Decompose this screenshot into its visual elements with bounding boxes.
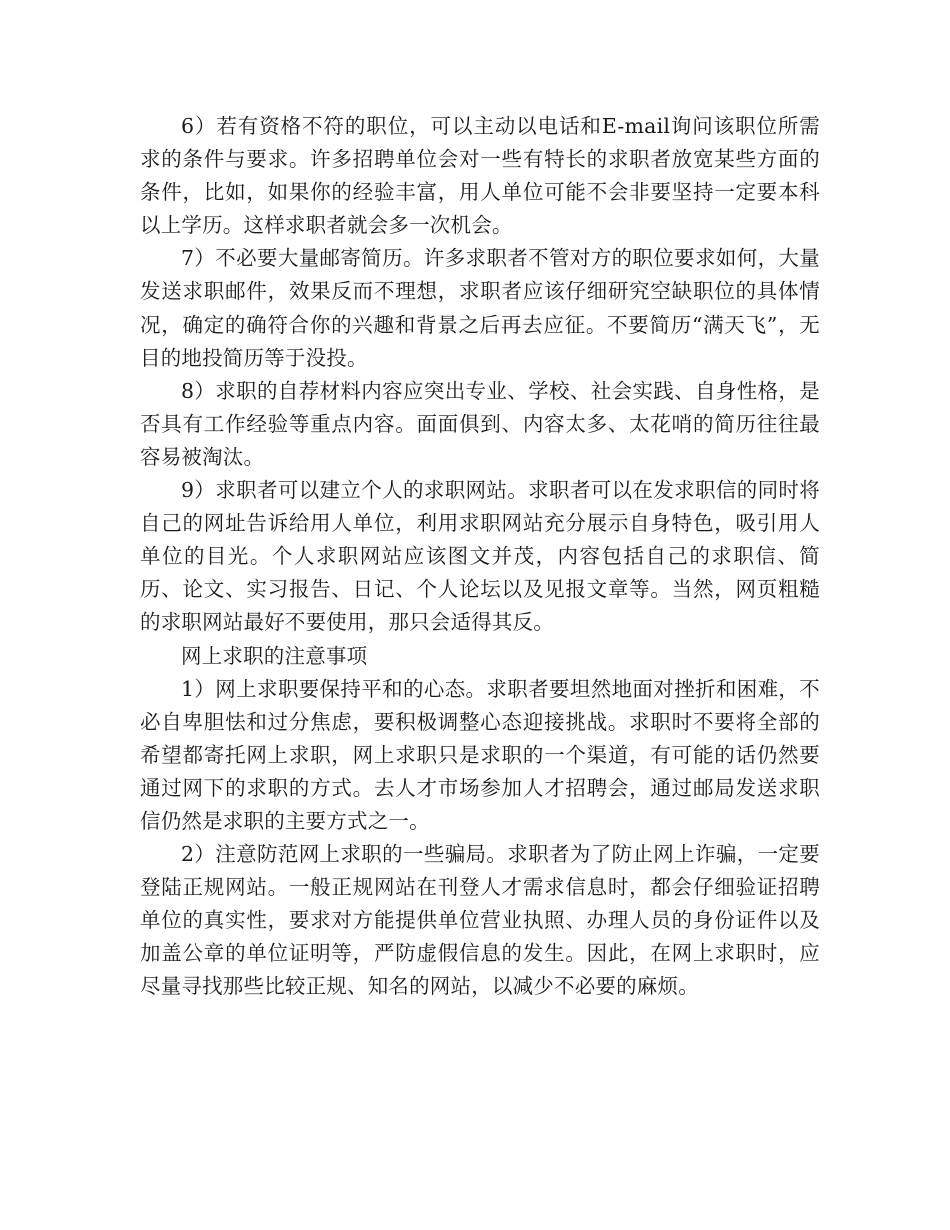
paragraph-tip-8: 8）求职的自荐材料内容应突出专业、学校、社会实践、自身性格，是否具有工作经验等重点内容。面面俱到、内容太多、太花哨的简历往往最容易被淘汰。 bbox=[140, 378, 820, 469]
paragraph-tip-7: 7）不必要大量邮寄简历。许多求职者不管对方的职位要求如何，大量发送求职邮件，效果反而不理想，求职者应该仔细研究空缺职位的具体情况，确定的确符合你的兴趣和背景之后再去应征。不要简历“满天飞”，无目的地投简历等于没投。 bbox=[140, 246, 820, 370]
paragraph-note-2: 2）注意防范网上求职的一些骗局。求职者为了防止网上诈骗，一定要登陆正规网站。一般正规网站在刊登人才需求信息时，都会仔细验证招聘单位的真实性，要求对方能提供单位营业执照、办理人员的身份证件以及加盖公章的单位证明等，严防虚假信息的发生。因此，在网上求职时，应尽量寻找那些比较正规、知名的网站，以减少不必要的麻烦。 bbox=[140, 842, 820, 999]
paragraph-tip-9: 9）求职者可以建立个人的求职网站。求职者可以在发求职信的同时将自己的网址告诉给用人单位，利用求职网站充分展示自身特色，吸引用人单位的目光。个人求职网站应该图文并茂，内容包括自己的求职信、简历、论文、实习报告、日记、个人论坛以及见报文章等。当然，网页粗糙的求职网站最好不要使用，那只会适得其反。 bbox=[140, 478, 820, 635]
document-body bbox=[140, 110, 820, 1004]
paragraph-tip-6: 6）若有资格不符的职位，可以主动以电话和E-mail询问该职位所需求的条件与要求。许多招聘单位会对一些有特长的求职者放宽某些方面的条件，比如，如果你的经验丰富，用人单位可能不会非要坚持一定要本科以上学历。这样求职者就会多一次机会。 bbox=[140, 114, 820, 238]
paragraph-note-1: 1）网上求职要保持平和的心态。求职者要坦然地面对挫折和困难，不必自卑胆怯和过分焦虑，要积极调整心态迎接挑战。求职时不要将全部的希望都寄托网上求职，网上求职只是求职的一个渠道，有可能的话仍然要通过网下的求职的方式。去人才市场参加人才招聘会，通过邮局发送求职信仍然是求职的主要方式之一。 bbox=[140, 676, 820, 833]
section-heading: 网上求职的注意事项 bbox=[181, 643, 368, 668]
